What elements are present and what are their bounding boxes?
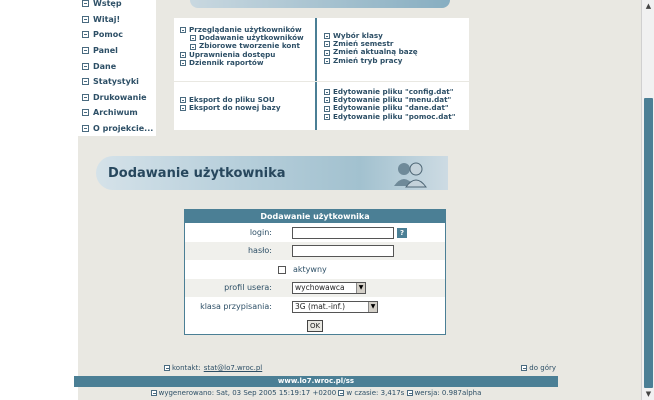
bullet-icon [82,47,89,54]
bullet-icon [324,97,330,103]
sidebar-item-statystyki[interactable]: Statystyki [78,74,156,90]
menu-item-select-class[interactable]: Wybór klasy [324,32,468,40]
page-title: Dodawanie użytkownika [108,166,286,181]
bullet-icon [324,106,330,112]
profile-label: profil usera: [224,283,272,292]
users-menu-cell [174,21,315,67]
profile-row [185,279,445,297]
bullet-icon [82,78,89,85]
bullet-icon [180,27,186,33]
login-row [185,224,445,242]
menu-item-report-log[interactable]: Dziennik raportów [180,59,315,67]
sidebar-item-wstep[interactable]: Wstęp [78,0,156,12]
bullet-icon [82,16,89,23]
form-title: Dodawanie użytkownika [185,210,445,223]
login-label: login: [249,228,272,237]
menu-item-export-sou[interactable]: Eksport do pliku SOU [180,96,315,104]
sidebar-item-o-projekcie[interactable]: O projekcie... [78,121,156,137]
sidebar-item-archiwum[interactable]: Archiwum [78,105,156,121]
admin-menu-grid [174,18,469,130]
menu-item-change-mode[interactable]: Zmień tryb pracy [324,57,468,65]
sidebar-item-pomoc[interactable]: Pomoc [78,27,156,43]
menu-item-edit-config[interactable]: Edytowanie pliku "config.dat" [324,88,468,96]
users-icon [390,156,430,190]
bullet-icon [324,33,330,39]
bullet-icon [82,94,89,101]
chevron-down-icon: ▼ [368,302,377,312]
sidebar-item-dane[interactable]: Dane [78,58,156,74]
scroll-thumb[interactable] [644,98,653,388]
ok-button[interactable]: OK [307,320,323,332]
active-row [185,261,445,279]
bullet-icon [407,390,413,396]
menu-divider-horizontal [174,81,469,82]
sidebar-item-panel[interactable]: Panel [78,43,156,59]
menu-item-change-database[interactable]: Zmień aktualną bazę [324,48,468,56]
class-label: klasa przypisania: [200,302,272,311]
bullet-icon [82,0,89,7]
menu-item-add-users[interactable]: Dodawanie użytkowników [180,34,315,42]
chevron-down-icon: ▼ [356,283,365,293]
bullet-icon [324,58,330,64]
password-row [185,242,445,260]
menu-divider-vertical [315,18,317,130]
menu-item-browse-users[interactable]: Przeglądanie użytkowników [180,26,315,34]
bullet-icon [164,365,170,371]
footer-url-bar: www.lo7.wroc.pl/ss [74,376,558,387]
bullet-icon [82,109,89,116]
footer-generation-info: wygenerowano: Sat, 03 Sep 2005 15:19:17 +0200 w czasie: 3,417s wersja: 0.987alpha [74,388,558,400]
menu-item-export-new-db[interactable]: Eksport do nowej bazy [180,104,315,112]
class-row [185,298,445,316]
password-input[interactable] [292,245,394,257]
bullet-icon [82,125,89,132]
password-label: hasło: [247,246,272,255]
active-label: aktywny [293,265,327,274]
scroll-up-icon[interactable]: ▲ [645,2,652,10]
bullet-icon [151,390,157,396]
bullet-icon [521,365,527,371]
sidebar-item-drukowanie[interactable]: Drukowanie [78,90,156,106]
bullet-icon [190,35,196,41]
top-header-bar [190,0,450,8]
files-menu-cell [318,83,468,121]
menu-item-bulk-accounts[interactable]: Zbiorowe tworzenie kont [180,42,315,50]
back-to-top-link[interactable]: do góry [521,364,556,372]
footer-contact-bar [74,361,558,376]
bullet-icon [190,44,196,50]
vertical-scrollbar[interactable] [641,0,654,400]
contact-info: kontakt: stat@lo7.wroc.pl [164,364,262,372]
menu-item-edit-pomoc[interactable]: Edytowanie pliku "pomoc.dat" [324,113,468,121]
bullet-icon [82,63,89,70]
scroll-down-icon[interactable]: ▼ [645,390,652,398]
bullet-icon [324,41,330,47]
sidebar-menu [78,0,156,136]
class-select[interactable]: 3G (mat.-inf.) ▼ [292,301,378,313]
bullet-icon [324,50,330,56]
bullet-icon [180,97,186,103]
bullet-icon [324,114,330,120]
profile-select[interactable]: wychowawca ▼ [292,282,366,294]
bullet-icon [324,89,330,95]
bullet-icon [338,390,344,396]
menu-item-edit-dane[interactable]: Edytowanie pliku "dane.dat" [324,104,468,112]
left-margin [0,0,78,400]
bullet-icon [180,52,186,58]
export-menu-cell [174,91,315,112]
sidebar-item-witaj[interactable]: Witaj! [78,12,156,28]
bullet-icon [180,60,186,66]
bullet-icon [82,31,89,38]
menu-item-edit-menu[interactable]: Edytowanie pliku "menu.dat" [324,96,468,104]
bullet-icon [180,105,186,111]
active-checkbox[interactable] [278,266,286,274]
menu-item-change-semester[interactable]: Zmień semestr [324,40,468,48]
login-input[interactable] [292,227,394,239]
add-user-form [184,209,446,335]
menu-item-permissions[interactable]: Uprawnienia dostępu [180,51,315,59]
help-icon[interactable]: ? [397,228,407,238]
settings-menu-cell [318,27,468,65]
contact-email-link[interactable]: stat@lo7.wroc.pl [203,364,263,372]
